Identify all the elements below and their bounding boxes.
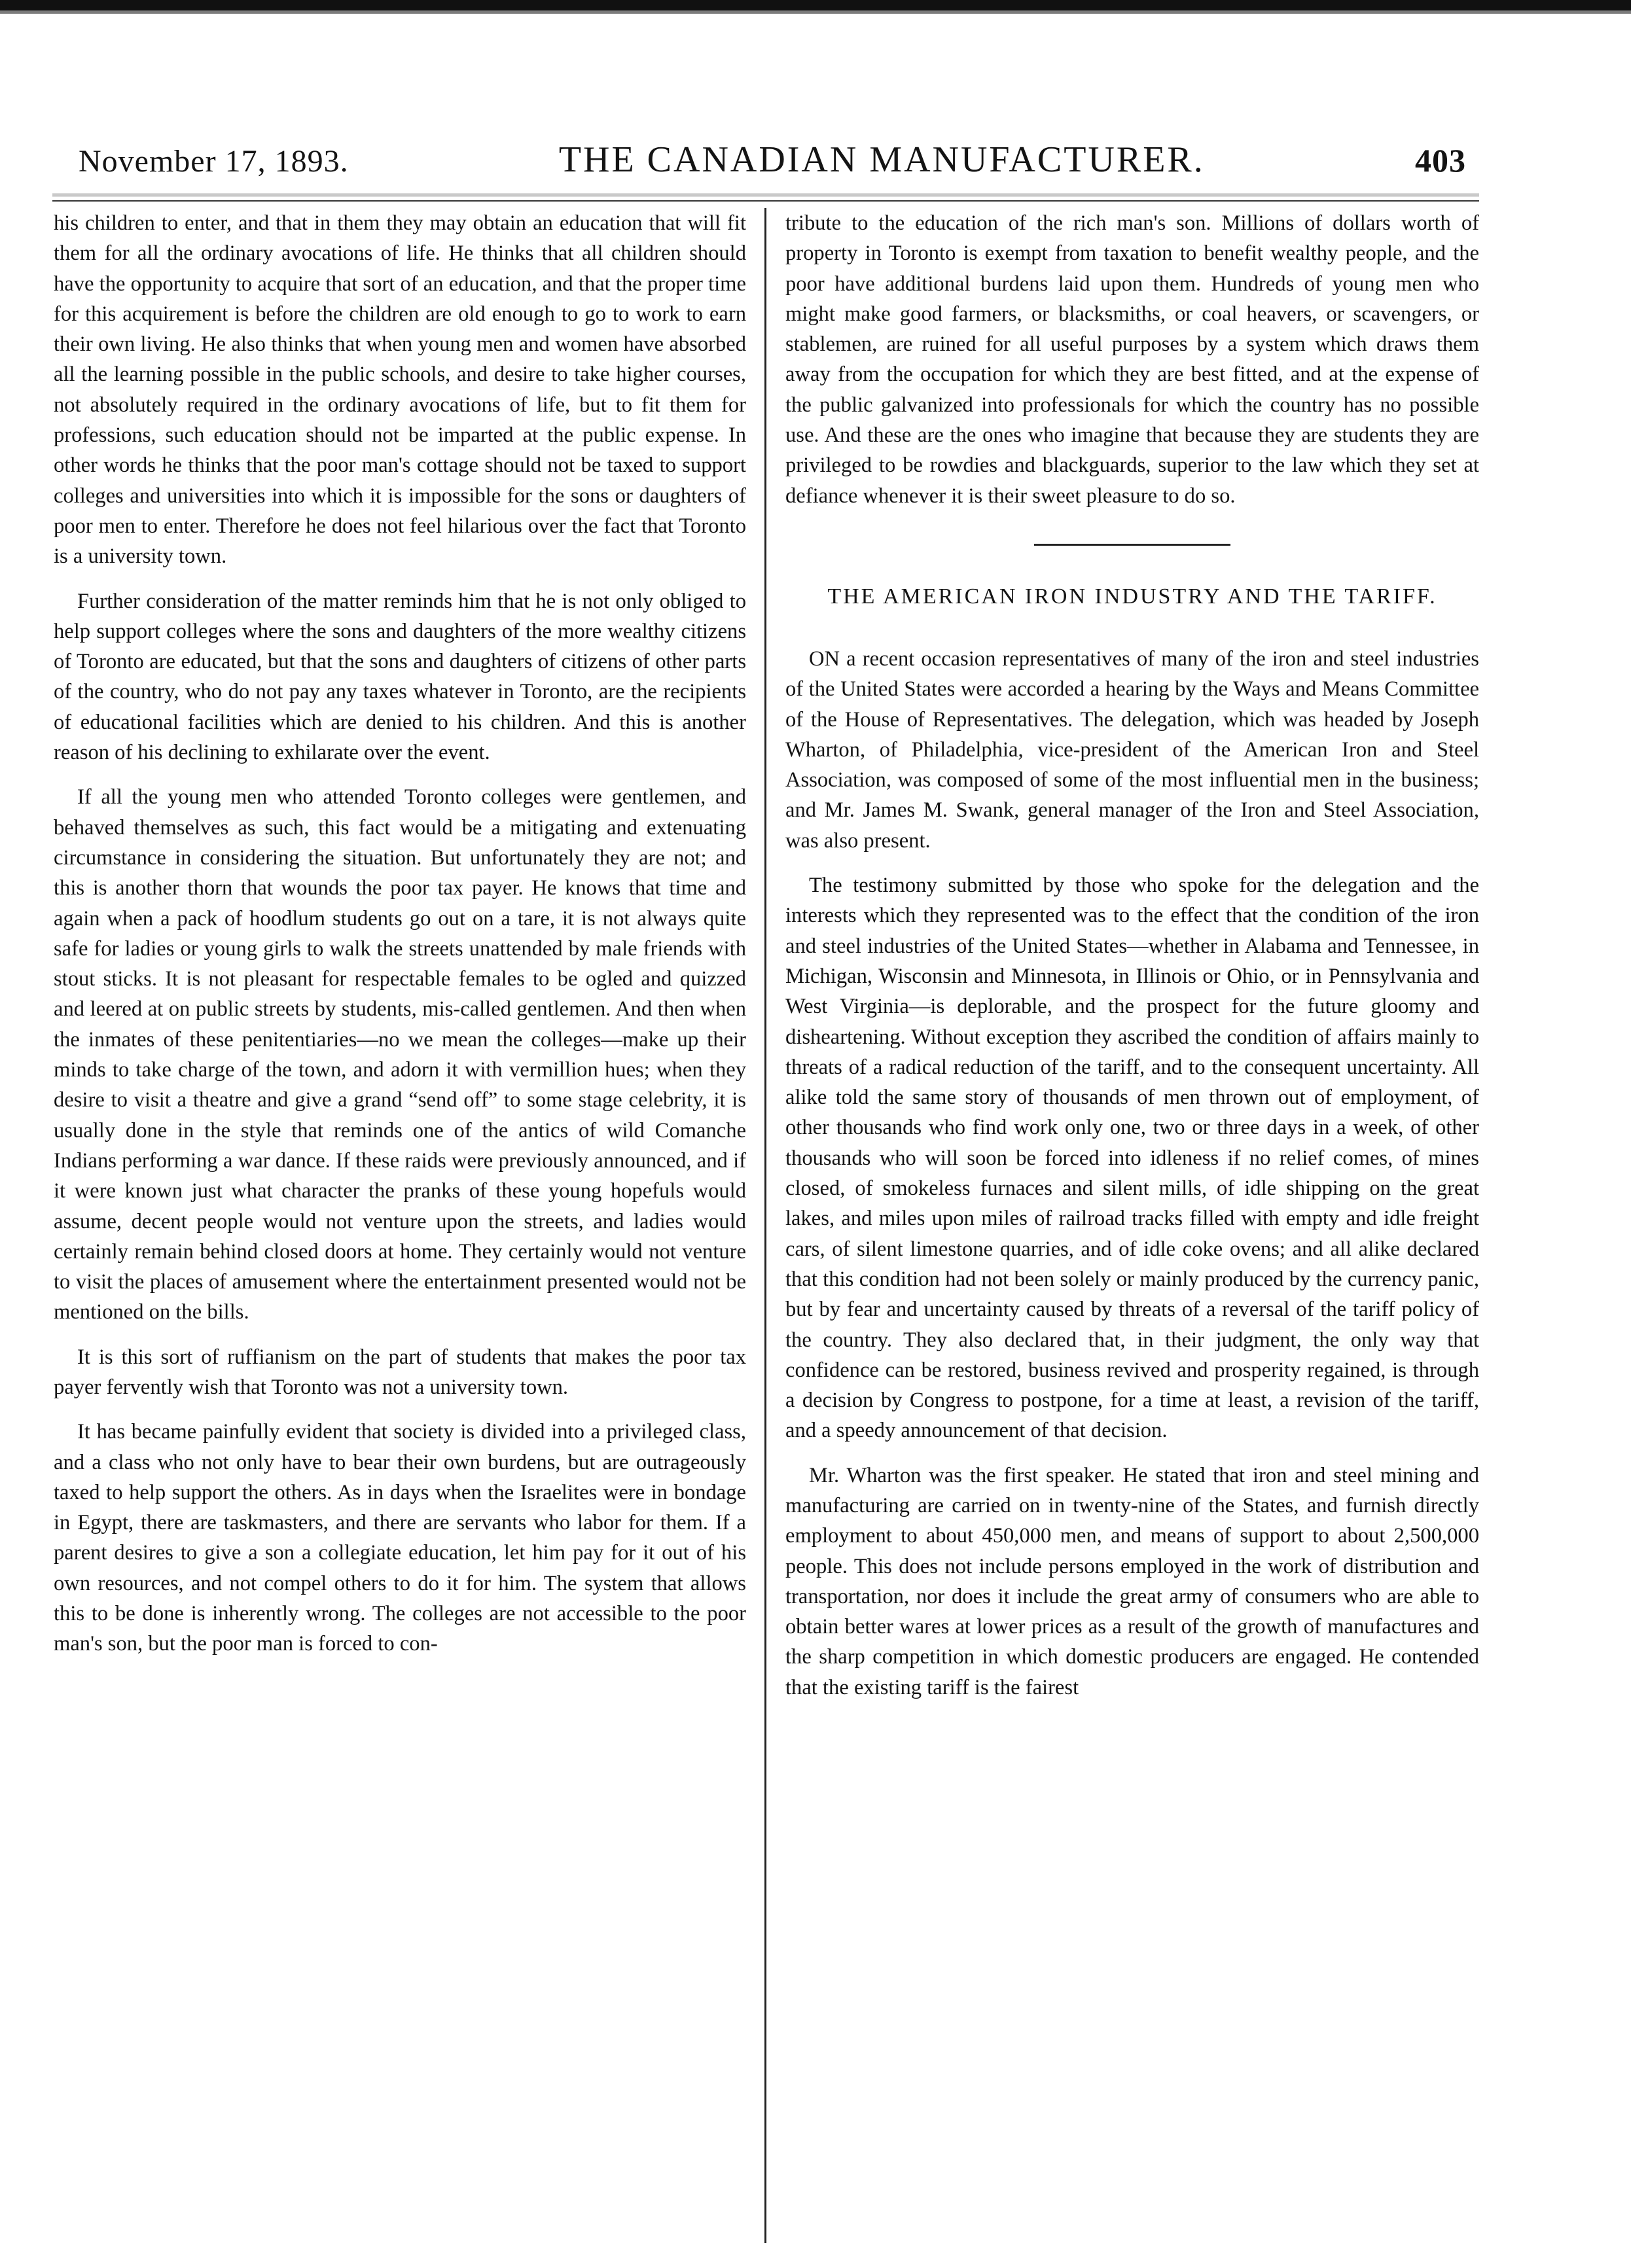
publication-title: THE CANADIAN MANUFACTURER. [558, 139, 1205, 180]
left-paragraph-1: his children to enter, and that in them they may obtain an education that will fit them for all the ordinary avocations of life. He thinks that all children should have the opportunity to acquire that sort of an education, and that the proper time for this acquirement is before the children are old enough to go to work to earn their own living. He also thinks that when young men and women have absorbed all the learning possible in the public schools, and desire to take higher courses, not absolutely required in the ordinary avocations of life, but to fit them for professions, such education should not be imparted at the public expense. In other words he thinks that the poor man's cottage should not be taxed to support colleges and universities into which it is impossible for the sons or daughters of poor men to enter. Therefore he does not feel hilarious over the fact that Toronto is a university town. [54, 211, 746, 569]
left-paragraph-4: It is this sort of ruffianism on the part of students that makes the poor tax payer fervently wish that Toronto was not a university town. [54, 1345, 746, 1399]
article-paragraph-2: The testimony submitted by those who spoke for the delegation and the interests which they represented was to the effect that the condition of the iron and steel industries of the United States—whether in Alabama and Tennessee, in Michigan, Wisconsin and Minnesota, in Illinois or Ohio, or in Pennsylvania and West Virginia—is deplorable, and the prospect for the future gloomy and disheartening. Without exception they ascribed the condition of affairs mainly to threats of a radical reduction of the tariff, and to the consequent uncertainty. All alike told the same story of thousands of men thrown out of employment, of other thousands who find work only one, two or three days in a week, of other thousands who will soon be forced into idleness if no relief comes, of mines closed, of smokeless furnaces and silent mills, of idle shipping on the great lakes, and miles upon miles of railroad tracks filled with empty and idle freight cars, of silent limestone quarries, and of idle coke ovens; and all alike declared that this condition had not been solely or mainly produced by the currency panic, but by fear and uncertainty caused by threats of a reversal of the tariff policy of the country. They also declared that, in their judgment, the only way that confidence can be restored, business revived and prosperity regained, is through a decision by Congress to postpone, for a time at least, a revision of the tariff, and a speedy announcement of that decision. [785, 874, 1479, 1443]
page-header [79, 139, 1466, 185]
column-divider [764, 208, 766, 2243]
top-border-shadow [0, 10, 1631, 14]
issue-date: November 17, 1893. [79, 144, 349, 179]
section-rule [1034, 544, 1230, 546]
right-column [785, 208, 1479, 2250]
article-paragraph-1: ON a recent occasion representatives of many of the iron and steel industries of the United States were accorded a hearing by the Ways and Means Committee of the House of Representatives. The delegation, which was headed by Joseph Wharton, of Philadelphia, vice-president of the American Iron and Steel Association, was composed of some of the most influential men in the business; and Mr. James M. Swank, general manager of the Iron and Steel Association, was also present. [785, 647, 1479, 853]
page-number: 403 [1415, 142, 1466, 179]
header-rule [52, 194, 1479, 202]
top-border-rule [0, 0, 1631, 10]
left-paragraph-3: If all the young men who attended Toronto colleges were gentlemen, and behaved themselves as such, this fact would be a mitigating and extenuating circumstance in considering the situation. But unfortunately they are not; and this is another thorn that wounds the poor tax payer. He knows that time and again when a pack of hoodlum students go out on a tare, it is not always quite safe for ladies or young girls to walk the streets unattended by male friends with stout sticks. It is not pleasant for respectable females to be ogled and quizzed and leered at on public streets by students, mis-called gentlemen. And then when the inmates of these penitentiaries—no we mean the colleges—make up their minds to take charge of the town, and adorn it with vermillion hues; when they desire to visit a theatre and give a grand “send off” to some stage celebrity, it is usually done in the style that reminds one of the antics of wild Comanche Indians performing a war dance. If these raids were previously announced, and if it were known just what character the pranks of these young hopefuls would assume, decent people would not venture upon the streets, and ladies would certainly remain behind closed doors at home. They certainly would not venture to visit the places of amusement where the entertainment presented would not be mentioned on the bills. [54, 785, 746, 1324]
right-intro-paragraph: tribute to the education of the rich man's son. Millions of dollars worth of property in Toronto is exempt from taxation to benefit wealthy people, and the poor have additional burdens laid upon them. Hundreds of young men who might make good farmers, or blacksmiths, or coal heavers, or scavengers, or stablemen, are ruined for all useful purposes by a system which draws them away from the occupation for which they are best fitted, and at the expense of the public galvanized into professionals for which the country has no possible use. And these are the ones who imagine that because they are students they are privileged to be rowdies and blackguards, superior to the law which they set at defiance whenever it is their sweet pleasure to do so. [785, 211, 1479, 508]
left-paragraph-5: It has became painfully evident that society is divided into a privileged class, and a class who not only have to bear their own burdens, but are outrageously taxed to help support the others. As in days when the Israelites were in bondage in Egypt, there are taskmasters, and there are servants who labor for them. If a parent desires to give a son a collegiate education, let him pay for it out of his own resources, and not compel others to do it for him. The system that allows this to be done is inherently wrong. The colleges are not accessible to the poor man's son, but the poor man is forced to con- [54, 1420, 746, 1656]
article-paragraph-3: Mr. Wharton was the first speaker. He stated that iron and steel mining and manufacturing are carried on in twenty-nine of the States, and furnish directly employment to about 450,000 men, and means of support to about 2,500,000 people. This does not include persons employed in the work of distribution and transportation, nor does it include the great army of consumers who are able to obtain better wares at lower prices as a result of the growth of manufactures and the sharp competition in which domestic producers are engaged. He contended that the existing tariff is the fairest [785, 1463, 1479, 1699]
left-column [54, 208, 746, 2250]
left-paragraph-2: Further consideration of the matter reminds him that he is not only obliged to help support colleges where the sons and daughters of the more wealthy citizens of Toronto are educated, but that the sons and daughters of citizens of other parts of the country, who do not pay any taxes whatever in Toronto, are the recipients of educational facilities which are denied to his children. And this is another reason of his declining to exhilarate over the event. [54, 589, 746, 765]
article-title: THE AMERICAN IRON INDUSTRY AND THE TARIFF. [827, 584, 1437, 609]
